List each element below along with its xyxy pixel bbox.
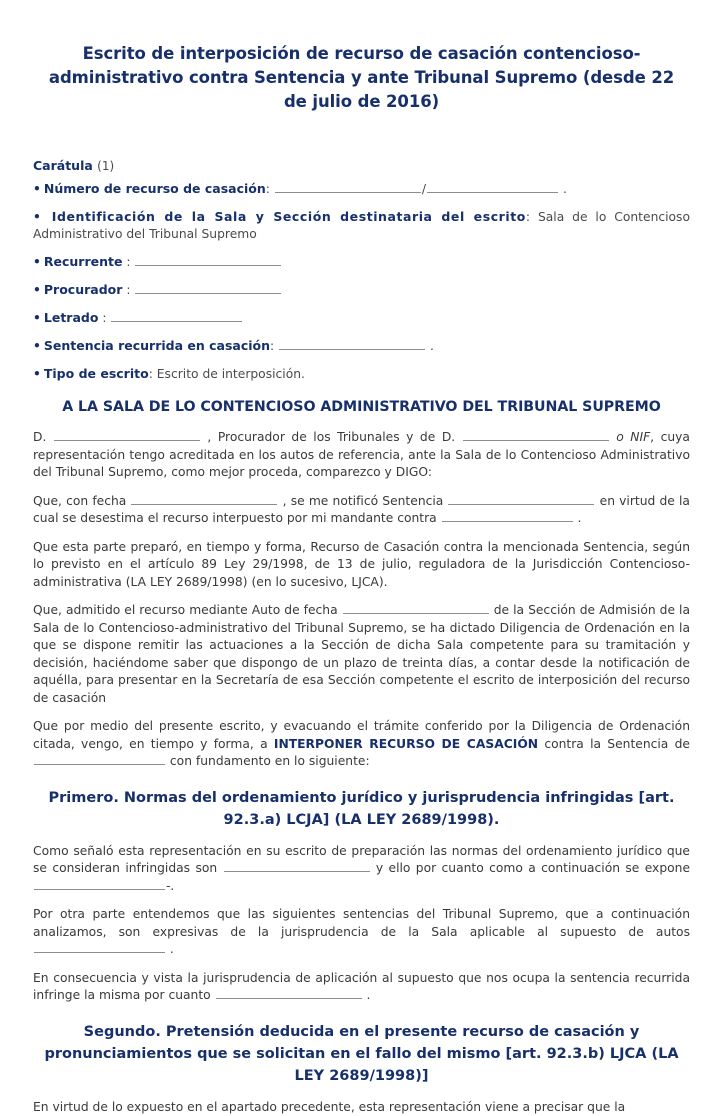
fill-blank-infraccion[interactable]: [216, 987, 362, 999]
para-text: -.: [166, 879, 174, 893]
para-text: .: [367, 988, 371, 1002]
page-title: Escrito de interposición de recurso de casación contencioso-administrativo contra Sentencia y ante Tribunal Supremo (desde 22 de julio de 2016): [43, 42, 680, 114]
field-label: Tipo de escrito: [44, 366, 149, 381]
field-recurrente: [33, 253, 690, 271]
fill-blank-procurador[interactable]: [135, 282, 281, 294]
caratula-label: [33, 158, 690, 173]
heading-segundo: Segundo. Pretensión deducida en el presente recurso de casación y pronunciamientos que se solicitan en el fallo del mismo [art. 92.3.b) LJCA (LA LEY 2689/1998)]: [39, 1021, 684, 1087]
paragraph-consecuencia: [33, 970, 690, 1005]
caratula-label-text: Carátula: [33, 158, 93, 173]
bullet-icon: •: [33, 255, 41, 269]
field-identificacion-sala: [33, 208, 690, 243]
field-sentencia-recurrida: [33, 337, 690, 355]
para-text: Que, admitido el recurso mediante Auto de fecha: [33, 603, 338, 617]
paragraph-jurisprudencia: [33, 906, 690, 959]
para-text: .: [578, 511, 582, 525]
fill-blank-sentencia-num[interactable]: [448, 493, 594, 505]
paragraph-normas-infringidas: [33, 843, 690, 896]
field-letrado: [33, 309, 690, 327]
paragraph-comparecencia: [33, 429, 690, 482]
bullet-icon: •: [33, 311, 41, 325]
paragraph-preparacion: Que esta parte preparó, en tiempo y forma, Recurso de Casación contra la mencionada Sentencia, según lo previsto en el artículo 89 Ley 29/1998, de 13 de julio, reguladora de la Jurisdicción Contencioso-administrativa (LA LEY 2689/1998) (en lo sucesivo, LJCA).: [33, 539, 690, 592]
field-separator: :: [270, 339, 274, 353]
title-spacer: [33, 114, 690, 150]
field-separator: :: [149, 367, 153, 381]
fill-blank-sentencia-fecha[interactable]: [34, 753, 165, 765]
para-text: Que por medio del presente escrito, y evacuando el trámite conferido por la Diligencia de Ordenación citada, vengo, en tiempo y forma, a: [33, 719, 690, 751]
para-text: D.: [33, 430, 46, 444]
fill-blank-numero-1[interactable]: [275, 181, 421, 193]
field-separator: :: [526, 210, 530, 224]
fill-blank-procurador-nombre[interactable]: [54, 429, 200, 441]
caratula-field-list: [33, 180, 690, 383]
field-trailing-dot: .: [563, 182, 567, 196]
field-label: Sentencia recurrida en casación: [44, 338, 270, 353]
paragraph-interposicion: [33, 718, 690, 771]
field-value: Escrito de interposición.: [157, 367, 305, 381]
fill-blank-numero-2[interactable]: [427, 181, 558, 193]
fill-blank-fecha-auto[interactable]: [343, 602, 489, 614]
paragraph-notificacion: [33, 493, 690, 528]
field-label: Procurador: [44, 282, 123, 297]
field-separator: :: [266, 182, 270, 196]
paragraph-pretension: En virtud de lo expuesto en el apartado precedente, esta representación viene a precisar que la: [33, 1099, 690, 1116]
bullet-icon: •: [33, 283, 41, 297]
para-text: con fundamento en lo siguiente:: [170, 754, 370, 768]
fill-blank-normas[interactable]: [224, 860, 370, 872]
fill-blank-recurso-contra[interactable]: [442, 510, 573, 522]
field-label: Identificación de la Sala y Sección destinataria del escrito: [52, 209, 526, 224]
field-middle-slash: /: [422, 182, 426, 196]
field-label: Recurrente: [44, 254, 123, 269]
fill-blank-fecha-notificacion[interactable]: [131, 493, 277, 505]
fill-blank-recurrente[interactable]: [135, 254, 281, 266]
para-text: , Procurador de los Tribunales y de D.: [207, 430, 455, 444]
bullet-icon: •: [33, 210, 41, 224]
fill-blank-sentencias-ts[interactable]: [34, 941, 165, 953]
para-text: contra la Sentencia de: [544, 737, 690, 751]
field-numero-recurso: [33, 180, 690, 198]
field-trailing-dot: .: [430, 339, 434, 353]
para-text: En consecuencia y vista la jurisprudencia de aplicación al supuesto que nos ocupa la sentencia recurrida infringe la misma por cuanto: [33, 971, 690, 1003]
bullet-icon: •: [33, 339, 41, 353]
bullet-icon: •: [33, 182, 41, 196]
para-text: Por otra parte entendemos que las siguientes sentencias del Tribunal Supremo, que a continuación analizamos, son expresivas de la jurisprudencia de la Sala aplicable al supuesto de autos: [33, 907, 690, 939]
field-value: Sala de lo Contencioso Administrativo del Tribunal Supremo: [33, 210, 690, 241]
para-text: Como señaló esta representación en su escrito de preparación las normas del ordenamiento jurídico que se consideran infringidas son: [33, 844, 690, 876]
fill-blank-letrado[interactable]: [111, 310, 242, 322]
heading-primero: Primero. Normas del ordenamiento jurídico y jurisprudencia infringidas [art. 92.3.a) LCJA] (LA LEY 2689/1998).: [39, 787, 684, 831]
para-text: en virtud de la cual se desestima el recurso interpuesto por mi mandante contra: [33, 494, 690, 526]
para-text-bold: INTERPONER RECURSO DE CASACIÓN: [274, 737, 538, 751]
heading-a-la-sala: A LA SALA DE LO CONTENCIOSO ADMINISTRATIVO DEL TRIBUNAL SUPREMO: [33, 397, 690, 417]
para-text-italic: o NIF: [616, 430, 650, 444]
field-label: Número de recurso de casación: [44, 181, 266, 196]
field-separator: :: [122, 255, 130, 269]
field-separator: :: [98, 311, 106, 325]
para-text: , cuya representación tengo acreditada en los autos de referencia, ante la Sala de lo Contencioso Administrativo del Tribunal Supremo, como mejor proceda, comparezco y DIGO:: [33, 430, 690, 479]
para-text: , se me notificó Sentencia: [283, 494, 444, 508]
fill-blank-sentencia[interactable]: [279, 338, 425, 350]
field-label: Letrado: [44, 310, 99, 325]
para-text: de la Sección de Admisión de la Sala de lo Contencioso-administrativo del Tribunal Supremo, se ha dictado Diligencia de Ordenación en la que se dispone remitir las actuaciones a la Sección de dicha Sala competente para su tramitación y decisión, haciéndome saber que dispongo de un plazo de treinta días, a contar desde la notificación de aquélla, para presentar en la Secretaría de esa Sección competente el escrito de interposición del recurso de casación: [33, 603, 690, 705]
para-text: y ello por cuanto como a continuación se expone: [376, 861, 690, 875]
field-tipo-escrito: [33, 365, 690, 383]
paragraph-admision: [33, 602, 690, 707]
field-separator: :: [122, 283, 130, 297]
bullet-icon: •: [33, 367, 41, 381]
para-text: Que, con fecha: [33, 494, 126, 508]
para-text: .: [170, 942, 174, 956]
fill-blank-expone[interactable]: [34, 878, 165, 890]
fill-blank-representado[interactable]: [463, 429, 609, 441]
caratula-footnote-marker: (1): [97, 159, 114, 173]
field-procurador: [33, 281, 690, 299]
